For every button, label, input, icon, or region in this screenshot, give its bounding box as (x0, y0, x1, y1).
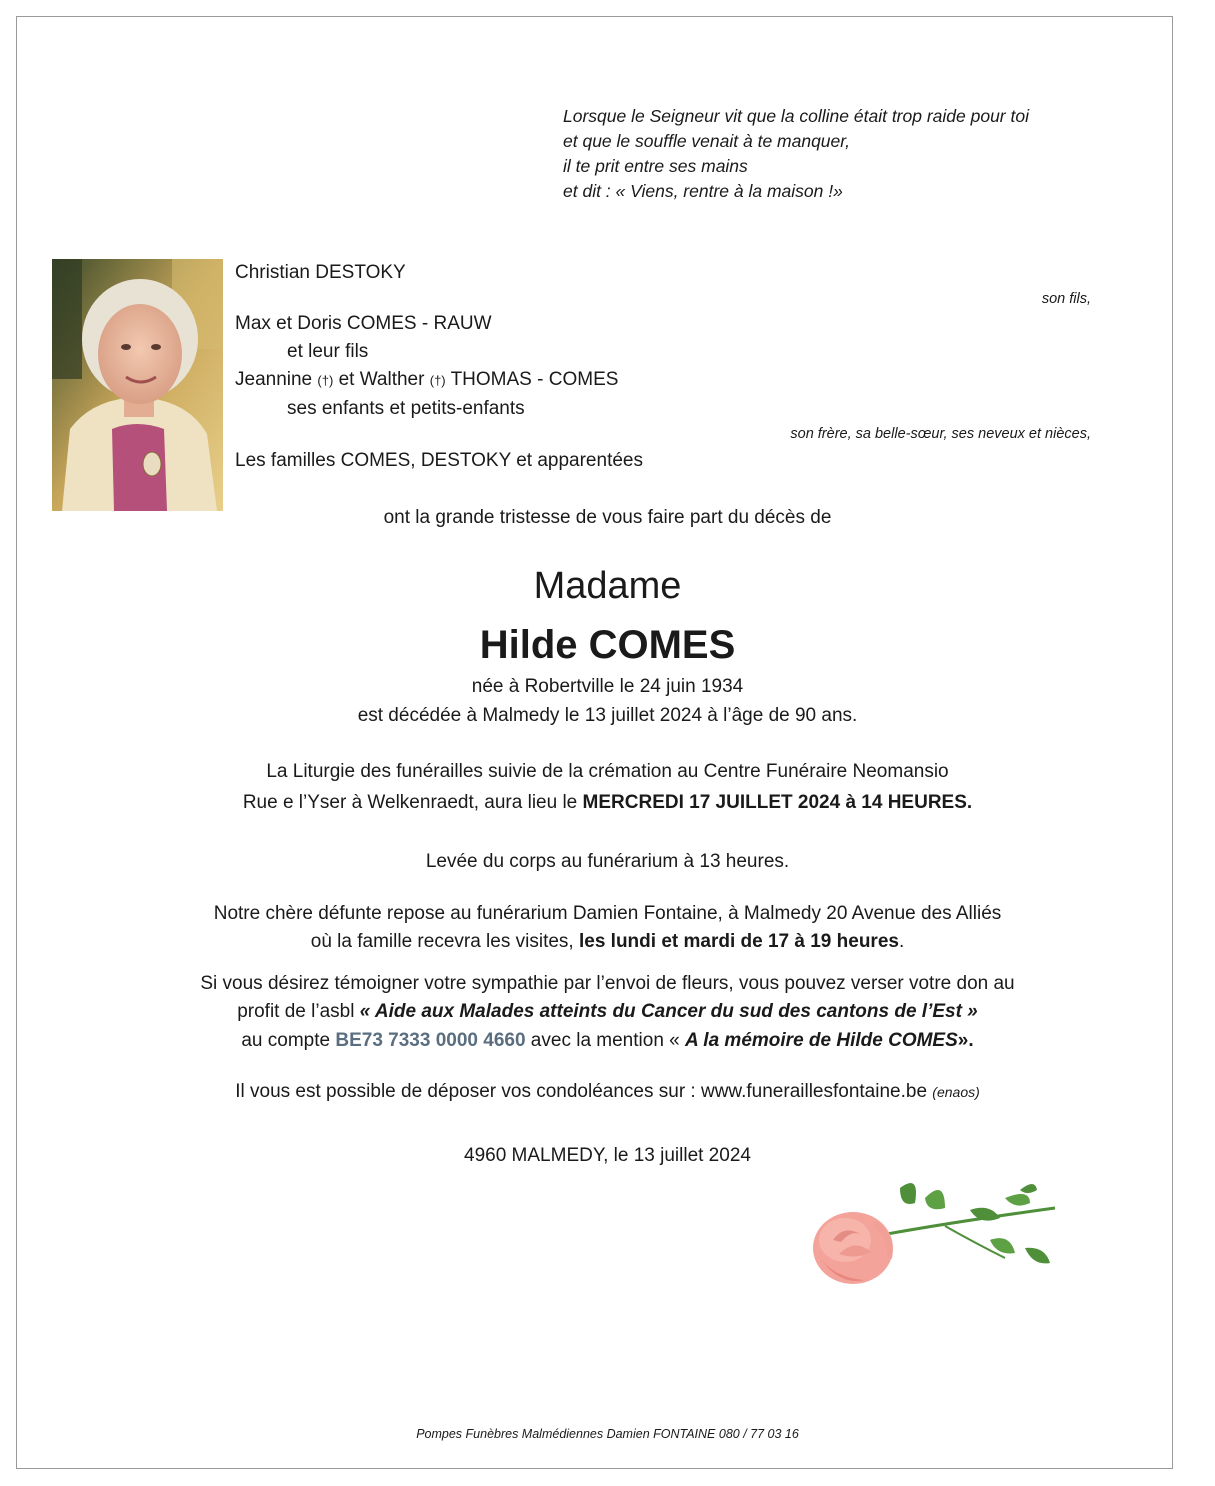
visits-end: . (898, 931, 905, 952)
donation-end: ». (957, 1030, 974, 1051)
poem (563, 104, 1029, 204)
poem-line: il te prit entre ses mains (563, 156, 748, 176)
deceased-name: Hilde COMES (479, 623, 736, 667)
family-sister (235, 369, 618, 391)
condolences-line (0, 1078, 1215, 1106)
liturgy-place: Rue e l’Yser à Welkenraedt, aura lieu le (242, 792, 583, 813)
family-brother-sub: et leur fils (287, 341, 369, 362)
donation-line-1: Si vous désirez témoigner votre sympathie par l’envoi de fleurs, vous pouvez verser votre don au (200, 973, 1015, 994)
levee-line: Levée du corps au funérarium à 13 heures. (425, 851, 790, 872)
donation-line-2 (0, 998, 1215, 1026)
donation-text: profit de l’asbl (237, 1001, 360, 1022)
footer-funeral-home: Pompes Funèbres Malmédiennes Damien FONTAINE 080 / 77 03 16 (416, 1427, 799, 1441)
announcement: ont la grande tristesse de vous faire part du décès de (383, 507, 832, 528)
poem-line: Lorsque le Seigneur vit que la colline était trop raide pour toi (563, 106, 1029, 126)
condolences-note: (enaos) (932, 1084, 980, 1100)
visits-line-1: Notre chère défunte repose au funérarium Damien Fontaine, à Malmedy 20 Avenue des Alliés (213, 903, 1002, 924)
family-son: Christian DESTOKY (235, 262, 406, 283)
place-date: 4960 MALMEDY, le 13 juillet 2024 (464, 1145, 751, 1166)
donation-mention: A la mémoire de Hilde COMES (685, 1030, 958, 1051)
sister-name-a: Jeannine (235, 369, 318, 390)
siblings-relation: son frère, sa belle-sœur, ses neveux et nièces, (790, 426, 1091, 442)
portrait-photo (52, 259, 223, 511)
family-brother: Max et Doris COMES - RAUW (235, 313, 492, 334)
dagger-1: (†) (317, 373, 334, 388)
liturgy-line-1: La Liturgie des funérailles suivie de la crémation au Centre Funéraire Neomansio (266, 761, 949, 782)
donation-account-label: au compte (241, 1030, 336, 1051)
poem-line: et que le souffle venait à te manquer, (563, 131, 850, 151)
visits-text: où la famille recevra les visites, (310, 931, 579, 952)
donation-mention-label: avec la mention « (525, 1030, 686, 1051)
condolences-text: Il vous est possible de déposer vos condoléances sur : www.funeraillesfontaine.be (235, 1081, 933, 1102)
charity-name: « Aide aux Malades atteints du Cancer du sud des cantons de l’Est » (359, 1001, 978, 1022)
death-info: est décédée à Malmedy le 13 juillet 2024 à l’âge de 90 ans. (357, 705, 858, 726)
birth-info: née à Robertville le 24 juin 1934 (471, 676, 744, 697)
bank-account: BE73 7333 0000 4660 (335, 1030, 526, 1051)
son-relation: son fils, (1041, 291, 1091, 307)
visits-times: les lundi et mardi de 17 à 19 heures (578, 931, 899, 952)
families-line: Les familles COMES, DESTOKY et apparentées (235, 450, 643, 471)
liturgy-date: MERCREDI 17 JUILLET 2024 à 14 HEURES. (582, 792, 973, 813)
poem-line: et dit : « Viens, rentre à la maison !» (563, 181, 843, 201)
liturgy-line-2 (0, 789, 1215, 817)
deceased-title: Madame (533, 565, 682, 607)
family-sister-sub: ses enfants et petits-enfants (287, 398, 525, 419)
dagger-2: (†) (429, 373, 446, 388)
rose-illustration (805, 1168, 1067, 1290)
sister-name-b: et Walther (333, 369, 430, 390)
visits-line-2 (0, 928, 1215, 956)
donation-line-3 (0, 1027, 1215, 1055)
sister-name-c: THOMAS - COMES (445, 369, 619, 390)
